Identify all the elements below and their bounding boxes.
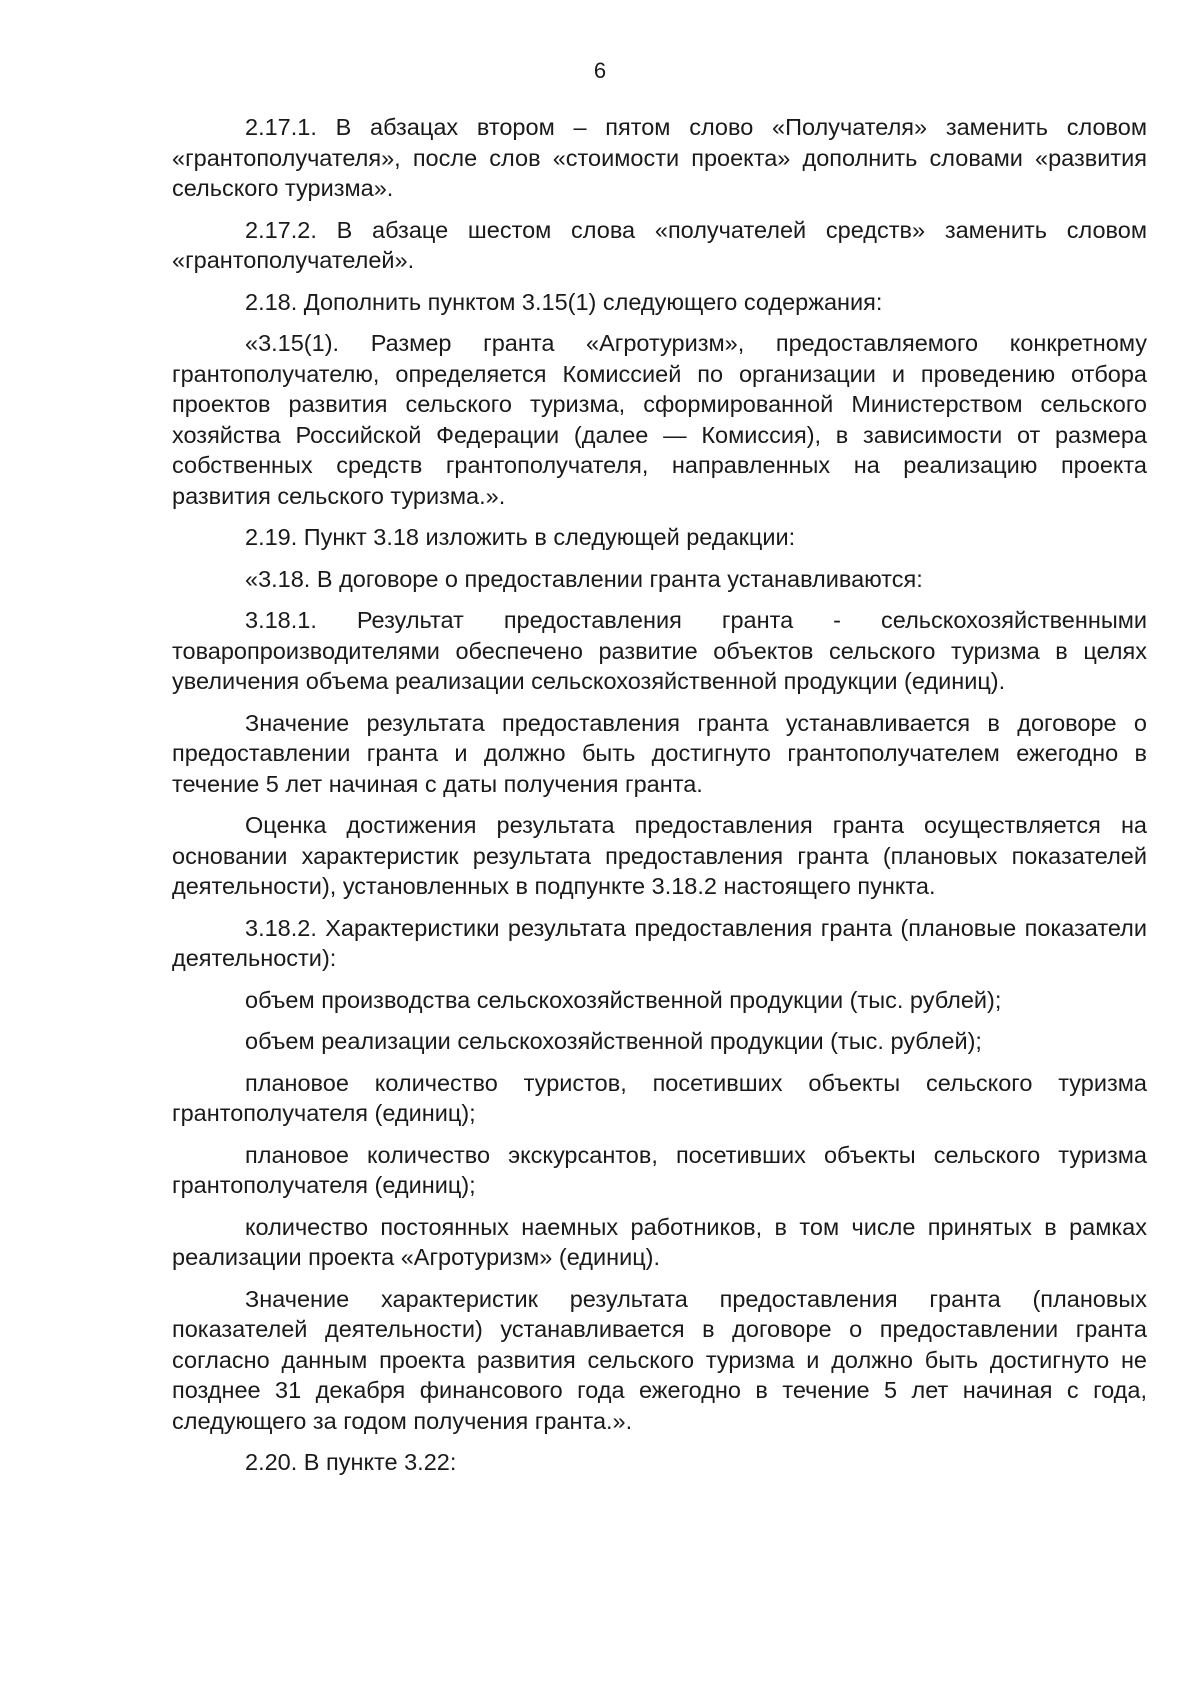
paragraph-2-20: 2.20. В пункте 3.22: <box>245 1449 457 1475</box>
list-item-sales-volume: объем реализации сельскохозяйственной продукции (тыс. рублей); <box>245 1028 982 1054</box>
paragraph-result-assessment: Оценка достижения результата предоставления гранта осуществляется на основании характеристик результата предоставления гранта (плановых показателей деятельности), установленных в подпункте 3.18.2 настоящего пункта. <box>172 812 1147 899</box>
paragraph-2-17-1: 2.17.1. В абзацах втором – пятом слово «Получателя» заменить словом «грантополучателя», после слов «стоимости проекта» дополнить словами «развития сельского туризма». <box>172 114 1147 201</box>
page-number: 6 <box>593 58 607 83</box>
paragraph-2-17-2: 2.17.2. В абзаце шестом слова «получателей средств» заменить словом «грантополучателей». <box>172 216 1147 273</box>
paragraph-2-19: 2.19. Пункт 3.18 изложить в следующей редакции: <box>245 524 796 550</box>
list-item-tourists-count: плановое количество туристов, посетивших объекты сельского туризма грантополучателя (единиц); <box>172 1069 1147 1126</box>
list-item-production-volume: объем производства сельскохозяйственной продукции (тыс. рублей); <box>245 986 1002 1013</box>
paragraph-result-value: Значение результата предоставления гранта устанавливается в договоре о предоставлении гранта и должно быть достигнуто грантополучателем ежегодно в течение 5 лет начиная с даты получения гранта. <box>172 709 1147 797</box>
paragraph-3-15-1: «3.15(1). Размер гранта «Агротуризм», предоставляемого конкретному грантополучателю, определяется Комиссией по организации и проведению отбора проектов развития сельского туризма, сформированной Министерством сельского хозяйства Российской Федерации (далее — Комиссия), в зависимости от размера собственных средств грантополучателя, направленных на реализацию проекта развития сельского туризма.». <box>172 330 1147 509</box>
paragraph-2-18: 2.18. Дополнить пунктом 3.15(1) следующего содержания: <box>245 288 883 315</box>
list-item-excursionists-count: плановое количество экскурсантов, посетивших объекты сельского туризма грантополучателя (единиц); <box>172 1141 1147 1198</box>
paragraph-3-18-1: 3.18.1. Результат предоставления гранта - сельскохозяйственными товаропроизводителями обеспечено развитие объектов сельского туризма в целях увеличения объема реализации сельскохозяйственной продукции (единиц). <box>172 607 1147 694</box>
paragraph-3-18-2: 3.18.2. Характеристики результата предоставления гранта (плановые показатели деятельности): <box>172 914 1147 971</box>
paragraph-characteristics-value: Значение характеристик результата предоставления гранта (плановых показателей деятельности) устанавливается в договоре о предоставлении гранта согласно данным проекта развития сельского туризма и должно быть достигнуто не позднее 31 декабря финансового года ежегодно в течение 5 лет начиная с года, следующего за годом получения гранта.». <box>172 1285 1147 1434</box>
paragraph-3-18: «3.18. В договоре о предоставлении гранта устанавливаются: <box>245 565 923 592</box>
document-body <box>172 112 1147 1489</box>
list-item-employees-count: количество постоянных наемных работников, в том числе принятых в рамках реализации проекта «Агротуризм» (единиц). <box>172 1213 1147 1270</box>
